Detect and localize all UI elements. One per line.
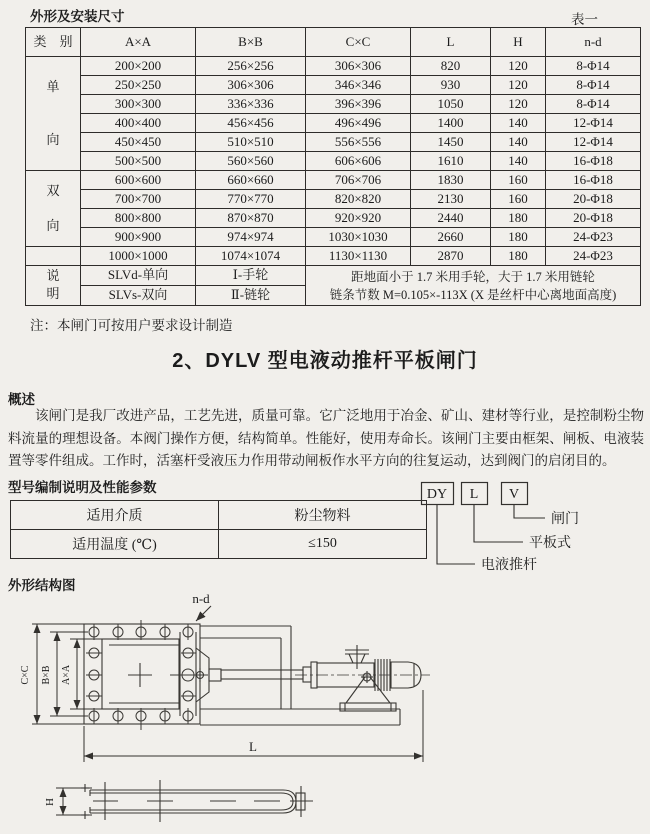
table-row — [11, 501, 427, 530]
table-cell: 920×920 — [306, 209, 411, 228]
param-label-temperature: 适用温度 (℃) — [11, 530, 219, 559]
table-cell: 1450 — [411, 133, 491, 152]
table-ref-label: 表一 — [571, 12, 598, 27]
table-cell: 24-Φ23 — [546, 247, 641, 266]
col-header-category: 类 别 — [26, 28, 81, 57]
param-value-temperature: ≤150 — [219, 530, 427, 559]
table-cell: 2870 — [411, 247, 491, 266]
label-height: H — [44, 798, 56, 806]
model-label-valve: 闸门 — [551, 512, 579, 527]
table-cell: 770×770 — [196, 190, 306, 209]
table-row — [26, 95, 641, 114]
table-cell: 180 — [491, 247, 546, 266]
col-header-l: L — [411, 28, 491, 57]
row-group-single — [26, 57, 81, 171]
table-cell: 140 — [491, 133, 546, 152]
table-cell: 20-Φ18 — [546, 190, 641, 209]
structure-heading: 外形结构图 — [8, 578, 76, 593]
overview-heading: 概述 — [8, 392, 35, 407]
table-cell: 8-Φ14 — [546, 95, 641, 114]
table-row — [26, 152, 641, 171]
table-cell: 706×706 — [306, 171, 411, 190]
table-cell: 1050 — [411, 95, 491, 114]
label-length: L — [249, 739, 257, 754]
notes-merged-line-2: 链条节数 M=0.105×-113X (X 是丝杆中心离地面高度) — [329, 287, 617, 302]
table-cell: 306×306 — [306, 57, 411, 76]
table-cell: 1400 — [411, 114, 491, 133]
table-cell: 556×556 — [306, 133, 411, 152]
table-cell: 600×600 — [81, 171, 196, 190]
model-code-dy: DY — [426, 487, 448, 502]
group-double-char-1: 双 — [46, 182, 60, 198]
structure-drawing — [0, 590, 650, 834]
table-cell: 180 — [491, 228, 546, 247]
label-n-d: n-d — [192, 591, 210, 606]
table-cell: 800×800 — [81, 209, 196, 228]
overview-paragraph: 该闸门是我厂改进产品，工艺先进，质量可靠。它广泛地用于冶金、矿山、建材等行业，是控制粉尘物料流量的理想设备。本阀门操作方便，结构简单。性能好，使用寿命长。该闸门主要由框架、闸板、电液装置等零件组成。工作时，活塞杆受液压力作用带动闸板作水平方向的往复运动，达到阀门的启闭目的。 — [8, 408, 644, 468]
table-cell: 8-Φ14 — [546, 57, 641, 76]
table-cell: 160 — [491, 190, 546, 209]
table-cell: 496×496 — [306, 114, 411, 133]
gate-plate-bottom-view — [81, 780, 313, 822]
table-cell: 12-Φ14 — [546, 114, 641, 133]
model-code-v: V — [508, 487, 520, 502]
section-title: 2、DYLV 型电液动推杆平板闸门 — [172, 350, 478, 372]
table-cell: 336×336 — [196, 95, 306, 114]
table-cell: 120 — [491, 95, 546, 114]
table-cell: 16-Φ18 — [546, 152, 641, 171]
table-cell: 1130×1130 — [306, 247, 411, 266]
model-label-flat-plate: 平板式 — [529, 536, 571, 551]
table-cell: 300×300 — [81, 95, 196, 114]
model-designation-diagram — [405, 474, 650, 582]
table-cell: 140 — [491, 114, 546, 133]
table-cell: 660×660 — [196, 171, 306, 190]
table-row — [26, 133, 641, 152]
dimension-line-height — [56, 788, 92, 815]
col-header-nd: n-d — [546, 28, 641, 57]
model-connector-lines — [437, 505, 545, 564]
table-cell: 820×820 — [306, 190, 411, 209]
table-cell: 180 — [491, 209, 546, 228]
param-label-medium: 适用介质 — [11, 501, 219, 530]
col-header-cxc: C×C — [306, 28, 411, 57]
table-cell: 560×560 — [196, 152, 306, 171]
table-row — [26, 76, 641, 95]
table-row — [26, 190, 641, 209]
table-cell: 1610 — [411, 152, 491, 171]
table-cell: Ⅰ-手轮 — [196, 266, 306, 286]
table-cell: 200×200 — [81, 57, 196, 76]
model-heading: 型号编制说明及性能参数 — [8, 480, 157, 495]
label-cxc: C×C — [20, 665, 31, 685]
n-d-arrow — [196, 606, 211, 621]
table-cell: 1000×1000 — [81, 247, 196, 266]
table-cell: 820 — [411, 57, 491, 76]
table-cell: 2130 — [411, 190, 491, 209]
notes-merged-line-1: 距地面小于 1.7 米用手轮，大于 1.7 米用链轮 — [351, 269, 595, 284]
group-single-char-1: 单 — [46, 78, 60, 94]
table-row — [26, 171, 641, 190]
row-group-notes — [26, 266, 81, 306]
col-header-h: H — [491, 28, 546, 57]
table-cell: 1074×1074 — [196, 247, 306, 266]
table-cell: SLVd-单向 — [81, 266, 196, 286]
table-cell: 606×606 — [306, 152, 411, 171]
table-cell: 900×900 — [81, 228, 196, 247]
table-cell: SLVs-双向 — [81, 286, 196, 306]
table-cell: 120 — [491, 57, 546, 76]
table-row — [11, 530, 427, 559]
table-cell: 346×346 — [306, 76, 411, 95]
table-row — [26, 114, 641, 133]
model-code-l: L — [469, 487, 479, 502]
col-header-bxb: B×B — [196, 28, 306, 57]
valve-frame — [84, 624, 400, 725]
table-cell: 2660 — [411, 228, 491, 247]
label-bxb: B×B — [41, 665, 52, 685]
row-group-double — [26, 171, 81, 247]
table-row — [26, 228, 641, 247]
table-cell: 140 — [491, 152, 546, 171]
table-cell: 1830 — [411, 171, 491, 190]
table-cell: 870×870 — [196, 209, 306, 228]
table-header-row — [26, 28, 641, 57]
parameters-table — [10, 500, 427, 559]
table-cell: 700×700 — [81, 190, 196, 209]
group-single-char-2: 向 — [46, 131, 60, 147]
table-cell: 120 — [491, 76, 546, 95]
table-cell: 450×450 — [81, 133, 196, 152]
table-cell: 20-Φ18 — [546, 209, 641, 228]
table-cell: 2440 — [411, 209, 491, 228]
page-heading-dimensions: 外形及安装尺寸 — [30, 9, 125, 24]
table-row — [26, 247, 641, 266]
table-row — [26, 209, 641, 228]
label-axa: A×A — [61, 664, 72, 686]
table-notes-row — [26, 266, 641, 286]
table-cell: 8-Φ14 — [546, 76, 641, 95]
notes-merged-cell — [306, 266, 641, 306]
table-cell: 160 — [491, 171, 546, 190]
table-cell: 510×510 — [196, 133, 306, 152]
model-label-electrohydraulic-rod: 电液推杆 — [481, 558, 537, 573]
table-cell: 400×400 — [81, 114, 196, 133]
table-cell: Ⅱ-链轮 — [196, 286, 306, 306]
table-cell: 306×306 — [196, 76, 306, 95]
group-double-char-2: 向 — [46, 217, 60, 233]
table-cell: 12-Φ14 — [546, 133, 641, 152]
table-cell: 396×396 — [306, 95, 411, 114]
category-empty-cell — [26, 247, 81, 266]
dimensions-table — [25, 27, 641, 306]
table-cell: 500×500 — [81, 152, 196, 171]
table-cell: 256×256 — [196, 57, 306, 76]
table-cell: 24-Φ23 — [546, 228, 641, 247]
table-cell: 974×974 — [196, 228, 306, 247]
table-cell: 930 — [411, 76, 491, 95]
notes-group-char-2: 明 — [46, 286, 60, 302]
table-footnote: 注：本闸门可按用户要求设计制造 — [30, 318, 233, 333]
param-value-medium: 粉尘物料 — [219, 501, 427, 530]
table-row — [26, 57, 641, 76]
table-cell: 456×456 — [196, 114, 306, 133]
table-cell: 16-Φ18 — [546, 171, 641, 190]
hydraulic-actuator — [196, 645, 430, 711]
col-header-axa: A×A — [81, 28, 196, 57]
notes-group-char-1: 说 — [46, 268, 60, 284]
table-cell: 1030×1030 — [306, 228, 411, 247]
table-cell: 250×250 — [81, 76, 196, 95]
